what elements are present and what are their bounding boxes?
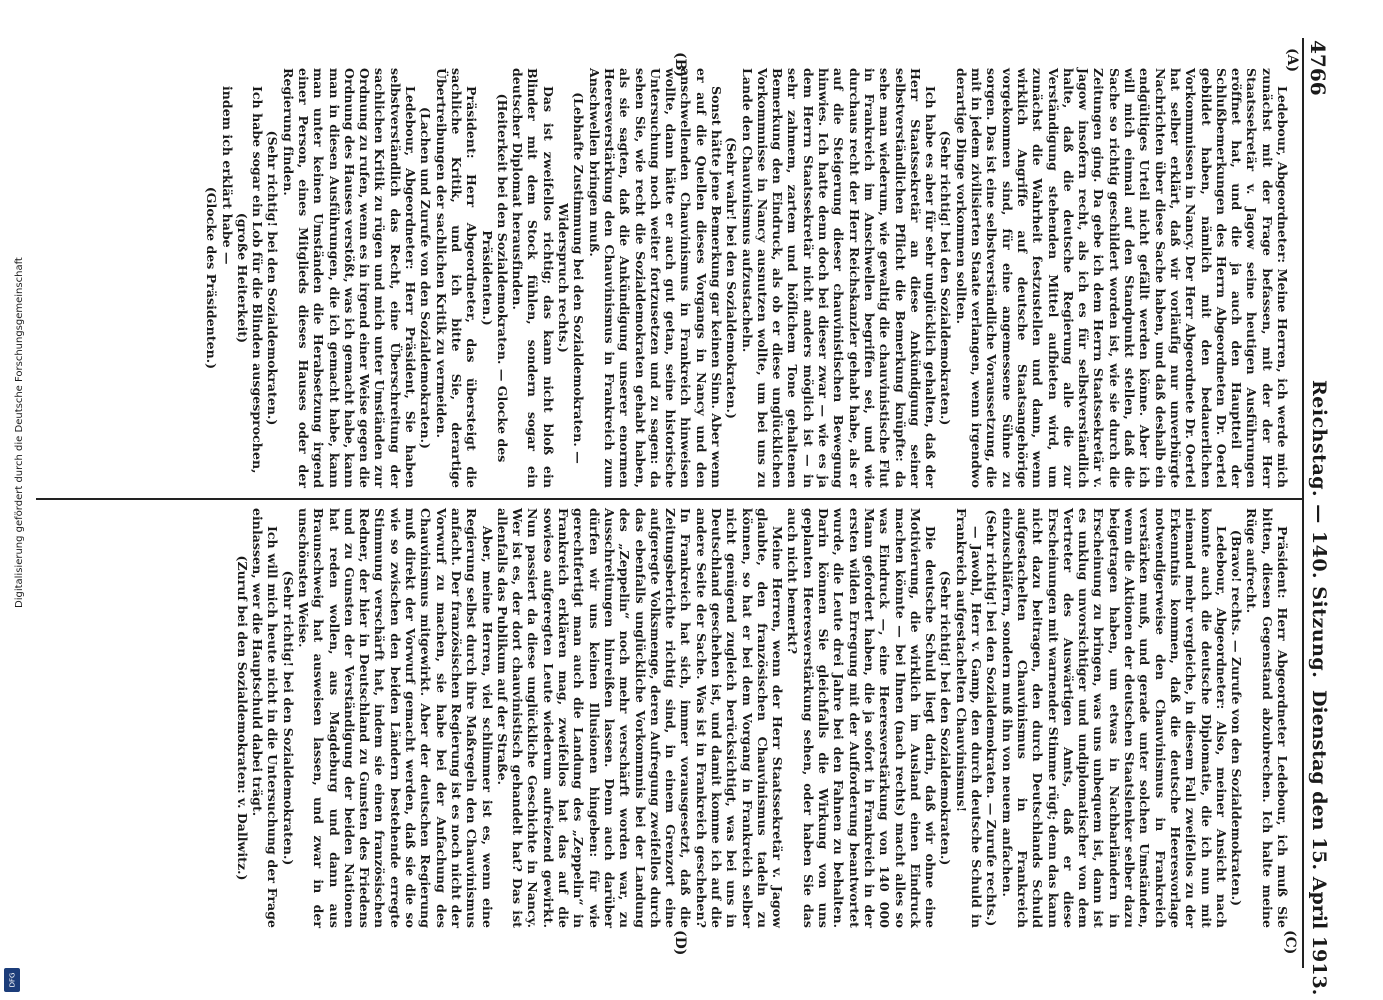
header-center: Reichstag. — 140. Sitzung. [1308,380,1330,679]
paragraph: Die deutsche Schuld liegt darin, daß wir ohne eine Motivierung, die wirklich im Ausland einen Eindruck machen könnte — bei Ihnen (nach rechts) macht alles so was Eindruck —, eine Heeresverstärkung von 140 000 Mann gefordert haben, die ja sofort in Frankreich in der ersten wilden Erregung mit der Aufforderung beantwortet wurde, die Leute drei Jahre bei den Fahnen zu behalten. Darin können Sie gleichfalls die Wirkung von uns geplanten Heeresverstärkung sehen, oder haben Sie das auch nicht bemerkt? [785,508,939,928]
paragraph: (Sehr richtig! bei den Sozialdemokraten.) [938,130,954,426]
paragraph: (Glocke des Präsidenten.) [204,186,220,370]
paragraph: Ledebour, Abgeordneter: Herr Präsident, Sie haben selbstverständlich das Recht, eine Überschreitung der sachlichen Kritik zu rügen und mich unter Umständen zur Ordnung zu rufen, wenn es in irgend einer Weise gegen die Ordnung des Hauses verstößt, was ich gemacht habe, kann man in diesen Ausführungen, die ich gemacht habe, kann man unter keinen Umständen die Herabsetzung irgend einer Person, eines Mitglieds dieses Hauses oder der Regierung finden. [280,68,419,488]
paragraph: (große Heiterkeit) [234,212,250,344]
paragraph: (Lachen und Zurufe von den Sozialdemokraten.) [418,107,434,449]
dfg-logo [4,968,20,992]
paragraph: Ledebour, Abgeordneter: Also, meiner Ansicht nach konnte auch die deutsche Diplomatie, die ich nun mit niemand mehr vergleiche, in diesem Fall zweifellos zu der Erkenntnis kommen, daß die deutsche Heeresvorlage notwendigerweise den Chauvinismus in Frankreich verstärken muß, und gerade unter solchen Umständen, wenn die Aktionen der deutschen Staatslenker selber dazu beigetragen haben, um etwas in Nachbarländern in Erscheinung zu bringen, was uns unbequem ist, dann ist es unklug unvorsichtiger und undiplomatischer von dem Vertreter des Auswärtigen Amts, daß er diese Erscheinungen mit warnender Stimme rügt; denn das kann nicht dazu beitragen, den durch Deutschlands Schuld aufgestachelten Chauvinismus in Frankreich einzuschläfern, sondern muß ihn von neuem anfachen. [999,508,1229,928]
paragraph: (Bravo! rechts. — Zurufe von den Sozialdemokraten.) [1229,529,1245,907]
paragraph: (Heiterkeit bei den Sozialdemokraten. — Glocke des Präsidenten.) [479,93,510,463]
header-rule [1302,38,1304,968]
margin-marker-c: (C) [1282,930,1298,955]
paragraph: Ich will mich heute nicht in die Untersuchung der Frage einlassen, wer die Hauptschuld dabei trägt. [250,508,281,928]
paragraph: indem ich erklärt habe — [219,86,235,265]
paragraph: (Sehr wahr! bei den Sozialdemokraten.) [724,137,740,419]
header-date: Dienstag den 15. April 1913. [1308,690,1330,996]
paragraph: Meine Herren, wenn der Herr Staatssekretär v. Jagow glaubte, den französischen Chauvinismus tadeln zu können, so hat er bei dem Vorgang in Frankreich selber nicht genügend zugleich berücksichtigt, was bei uns in Deutschland geschehen ist, und damit komme ich auf die andere Seite der Sache. Was ist in Frankreich geschehen? In Frankreich hat sich, immer vorausgesetzt, daß die Zeitungsberichte richtig sind, in einem Grenzort eine aufgeregte Volksmenge, deren Aufregung zweifellos durch das ebenfalls unglückliche Vorkommnis bei der Landung des „Zeppelin“ noch mehr verschärft worden war, zu Ausschreitungen hinreißen lassen. Denn auch darüber dürfen wir uns keinen Illusionen hingeben: für wie gerechtfertigt man auch die Landung des „Zeppelin“ in Frankreich erklären mag, zweifellos hat das auf die sowieso aufgeregten Leute wiederum aufreizend gewirkt. Nun passiert da diese unglückliche Geschichte in Nancy. Wer ist es, der dort chauvinistisch gehandelt hat? Das ist allenfalls das Publikum auf der Straße. [494,508,786,928]
margin-marker-b: (B) [672,52,688,78]
margin-marker-a: (A) [1284,48,1300,73]
paragraph: Präsident: Herr Abgeordneter, das übersteigt die sachliche Kritik, und ich bitte Sie, derartige Übertreibungen der sachlichen Kritik zu vermeiden. [433,68,480,488]
paragraph: Das ist zweifellos richtig; das kann nicht bloß ein Blinder mit dem Stock fühlen, sondern sogar ein deutscher Diplomat herausfinden. [510,68,556,488]
paragraph: Sonst hätte jene Bemerkung gar keinen Sinn. Aber wenn er auf die Quellen dieses Vorgangs in Nancy und den anschwellenden Chauvinismus in Frankreich hinweisen wollte, dann hätte er auch gut getan, seine historische Untersuchung noch weiter fortzusetzen und zu sagen: da sehen Sie, wie recht die Sozialdemokraten gehabt haben, als sie sagten, daß die Ankündigung unserer enormen Heeresverstärkung den Chauvinismus in Frankreich zum Anschwellen bringen muß. [586,68,725,488]
text-column-right [80,508,1290,928]
paragraph: Ledebour, Abgeordneter: Meine Herren, ich werde mich zunächst mit der Frage befassen, mit der der Herr Staatssekretär v. Jagow seine heutigen Ausführungen eröffnet hat, und die ja auch den Hauptteil der Schlußbemerkungen des Herrn Abgeordneten Dr. Oertel gebildet haben, nämlich mit den bedauerlichen Vorkommnissen in Nancy. Der Herr Abgeordnete Dr. Oertel hat selber erklärt, daß wir vorläufig nur unverbürgte Nachrichten über diese Sache haben, und daß deshalb ein endgültiges Urteil nicht gefällt werden könne. Aber ich will mich einmal auf den Standpunkt stellen, daß die Sache so richtig geschildert worden ist, wie sie durch die Zeitungen ging. Da gebe ich dem Herrn Staatssekretär v. Jagow insofern recht, als ich es für selbstverständlich halte, daß die deutsche Regierung alle die zur Verständigung stehenden Mittel aufbieten wird, um zunächst die Wahrheit festzustellen und dann, wenn wirklich Angriffe auf deutsche Staatsangehörige vorgekommen sind, für eine angemessene Sühne zu sorgen. Das ist eine selbstverständliche Voraussetzung, die mit in jedem zivilisierten Staate verlangen, wenn irgendwo derartige Dinge vorkommen sollten. [953,68,1290,488]
text-column-left [80,68,1290,488]
paragraph: Ich habe sogar ein Lob für die Blinden ausgesprochen, [250,86,266,474]
paragraph: (Lebhafte Zustimmung bei den Sozialdemokraten. — Widerspruch rechts.) [556,92,587,464]
paragraph: Präsident: Herr Abgeordneter Ledebour, ich muß Sie bitten, diesen Gegenstand abzubrechen. Ich halte meine Rüge aufrecht. [1244,508,1290,928]
dfg-logo-text: DFG [8,972,16,988]
paragraph: (Sehr richtig! bei den Sozialdemokraten. — Zurufe rechts.) [984,509,1000,927]
paragraph: (Sehr richtig! bei den Sozialdemokraten.) [280,570,296,866]
paragraph: Ich habe es aber für sehr unglücklich gehalten, daß der Herr Staatssekretär an diese Ankündigung seiner selbstverständlichen Pflicht die Bemerkung knüpfte: da sehe man wiederum, wie gewaltig die chauvinistische Flut in Frankreich im Anschwellen begriffen sei, und wie durchaus recht der Herr Reichskanzler gehabt habe, als er auf die Steigerung dieser chauvinistischen Bewegung hinwies. Ich hatte denn doch bei dieser zwar — wie es ja dem Herrn Staatssekretär nicht anders möglich ist — in sehr zahmem, zartem und höflichem Tone gehaltenen Bemerkung den Eindruck, als ob er diese unglücklichen Vorkommnisse in Nancy ausnutzen wollte, um bei uns zu Lande den Chauvinismus aufzustacheln. [739,68,939,488]
page-number: 4766 [1306,40,1330,96]
paragraph: (Sehr richtig! bei den Sozialdemokraten.) [938,570,954,866]
digitization-credit: Digitalisierung gefördert durch die Deutsche Forschungsgemeinschaft [14,257,25,608]
margin-marker-d: (D) [672,930,688,956]
column-divider [36,498,1302,500]
paragraph: — Jawohl, Herr v. Gamp, den durch deutsche Schuld in Frankreich aufgestachelten Chauvinismus! [953,508,985,928]
paragraph: (Zuruf bei den Sozialdemokraten: v. Dallwitz.) [234,555,250,881]
paragraph: (Sehr richtig! bei den Sozialdemokraten.) [265,130,281,426]
paragraph: Aber, meine Herren, viel schlimmer ist es, wenn eine Regierung selbst durch ihre Maßregeln den Chauvinismus anfacht. Der französischen Regierung ist es noch nicht der Vorwurf zu machen, sie habe bei der Anfachung des Chauvinismus mitgewirkt. Aber der deutschen Regierung muß direkt der Vorwurf gemacht werden, daß sie die so wie so zwischen den beiden Ländern bestehende erregte Stimmung verschärft hat, indem sie einen französischen Redner, der hier in Deutschland zu Gunsten des Friedens und zu Gunsten der Verständigung der beiden Nationen hat reden wollen, aus Magdeburg und dann aus Braunschweig hat ausweisen lassen, und zwar in der unschönsten Weise. [296,508,495,928]
